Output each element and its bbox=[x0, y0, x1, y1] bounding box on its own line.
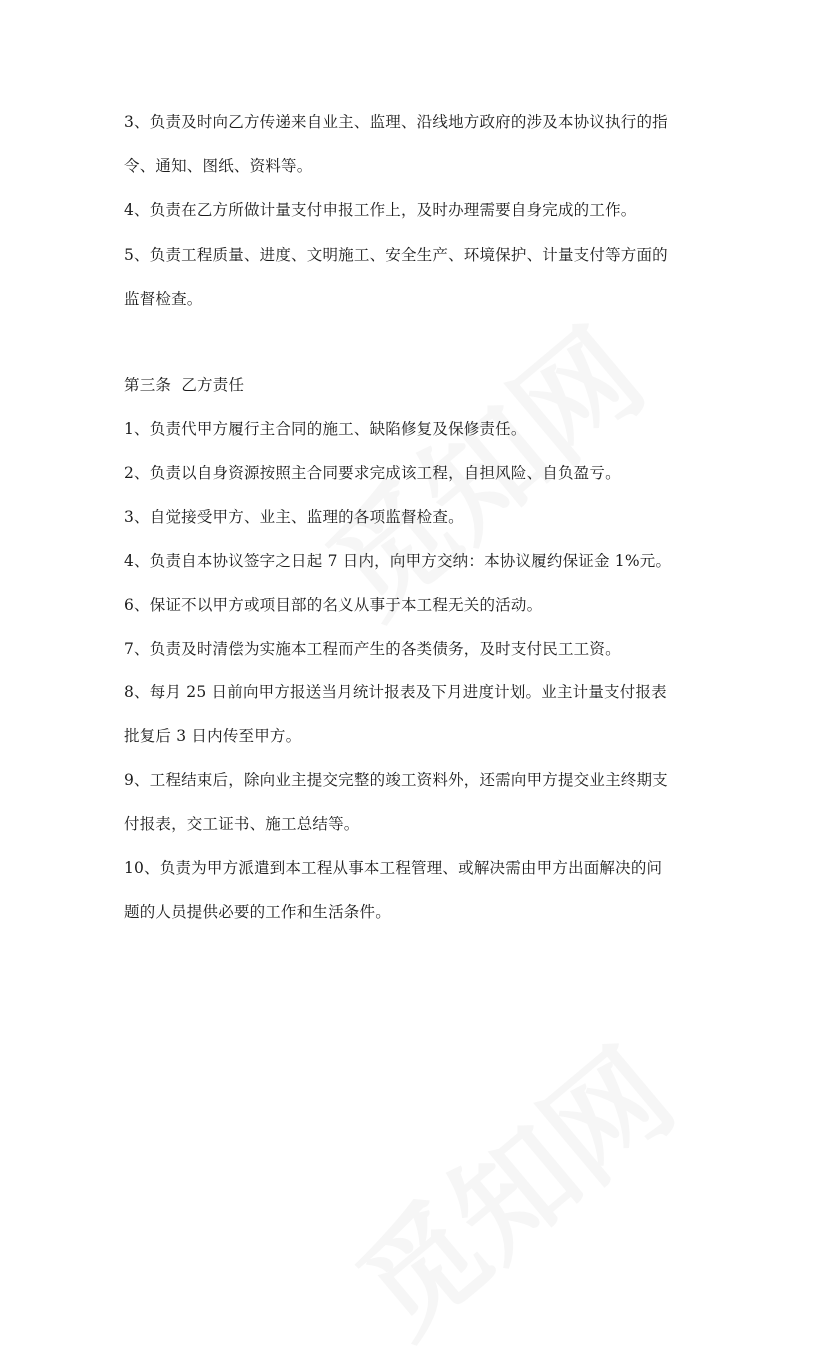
clause-2-item-5-line-2: 监督检查。 bbox=[124, 290, 203, 308]
clause-3-item-10-line-2: 题的人员提供必要的工作和生活条件。 bbox=[124, 903, 391, 921]
clause-3-item-8-line-1: 8、每月 25 日前向甲方报送当月统计报表及下月进度计划。业主计量支付报表 bbox=[124, 683, 667, 701]
clause-2-item-3-line-1: 3、负责及时向乙方传递来自业主、监理、沿线地方政府的涉及本协议执行的指 bbox=[124, 113, 668, 131]
clause-3-item-8-line-2: 批复后 3 日内传至甲方。 bbox=[124, 727, 302, 745]
clause-2-item-5-line-1: 5、负责工程质量、进度、文明施工、安全生产、环境保护、计量支付等方面的 bbox=[124, 246, 668, 264]
clause-3-item-4: 4、负责自本协议签字之日起 7 日内，向甲方交纳：本协议履约保证金 1%元。 bbox=[124, 552, 672, 570]
clause-3-item-3: 3、自觉接受甲方、业主、监理的各项监督检查。 bbox=[124, 508, 464, 526]
clause-3-item-9-line-1: 9、工程结束后，除向业主提交完整的竣工资料外，还需向甲方提交业主终期支 bbox=[124, 771, 668, 789]
clause-3-item-1: 1、负责代甲方履行主合同的施工、缺陷修复及保修责任。 bbox=[124, 420, 527, 438]
clause-3-item-2: 2、负责以自身资源按照主合同要求完成该工程，自担风险、自负盈亏。 bbox=[124, 464, 621, 482]
clause-2-item-3-line-2: 令、通知、图纸、资料等。 bbox=[124, 157, 313, 175]
clause-3-item-7: 7、负责及时清偿为实施本工程而产生的各类债务，及时支付民工工资。 bbox=[124, 640, 621, 658]
watermark bbox=[317, 1004, 703, 1367]
clause-3-item-9-line-2: 付报表，交工证书、施工总结等。 bbox=[124, 815, 360, 833]
clause-3-item-6: 6、保证不以甲方或项目部的名义从事于本工程无关的活动。 bbox=[124, 596, 543, 614]
clause-2-item-4: 4、负责在乙方所做计量支付申报工作上，及时办理需要自身完成的工作。 bbox=[124, 201, 637, 219]
section-heading-clause-3: 第三条 乙方责任 bbox=[124, 376, 245, 394]
clause-3-item-10-line-1: 10、负责为甲方派遣到本工程从事本工程管理、或解决需由甲方出面解决的问 bbox=[124, 859, 663, 877]
